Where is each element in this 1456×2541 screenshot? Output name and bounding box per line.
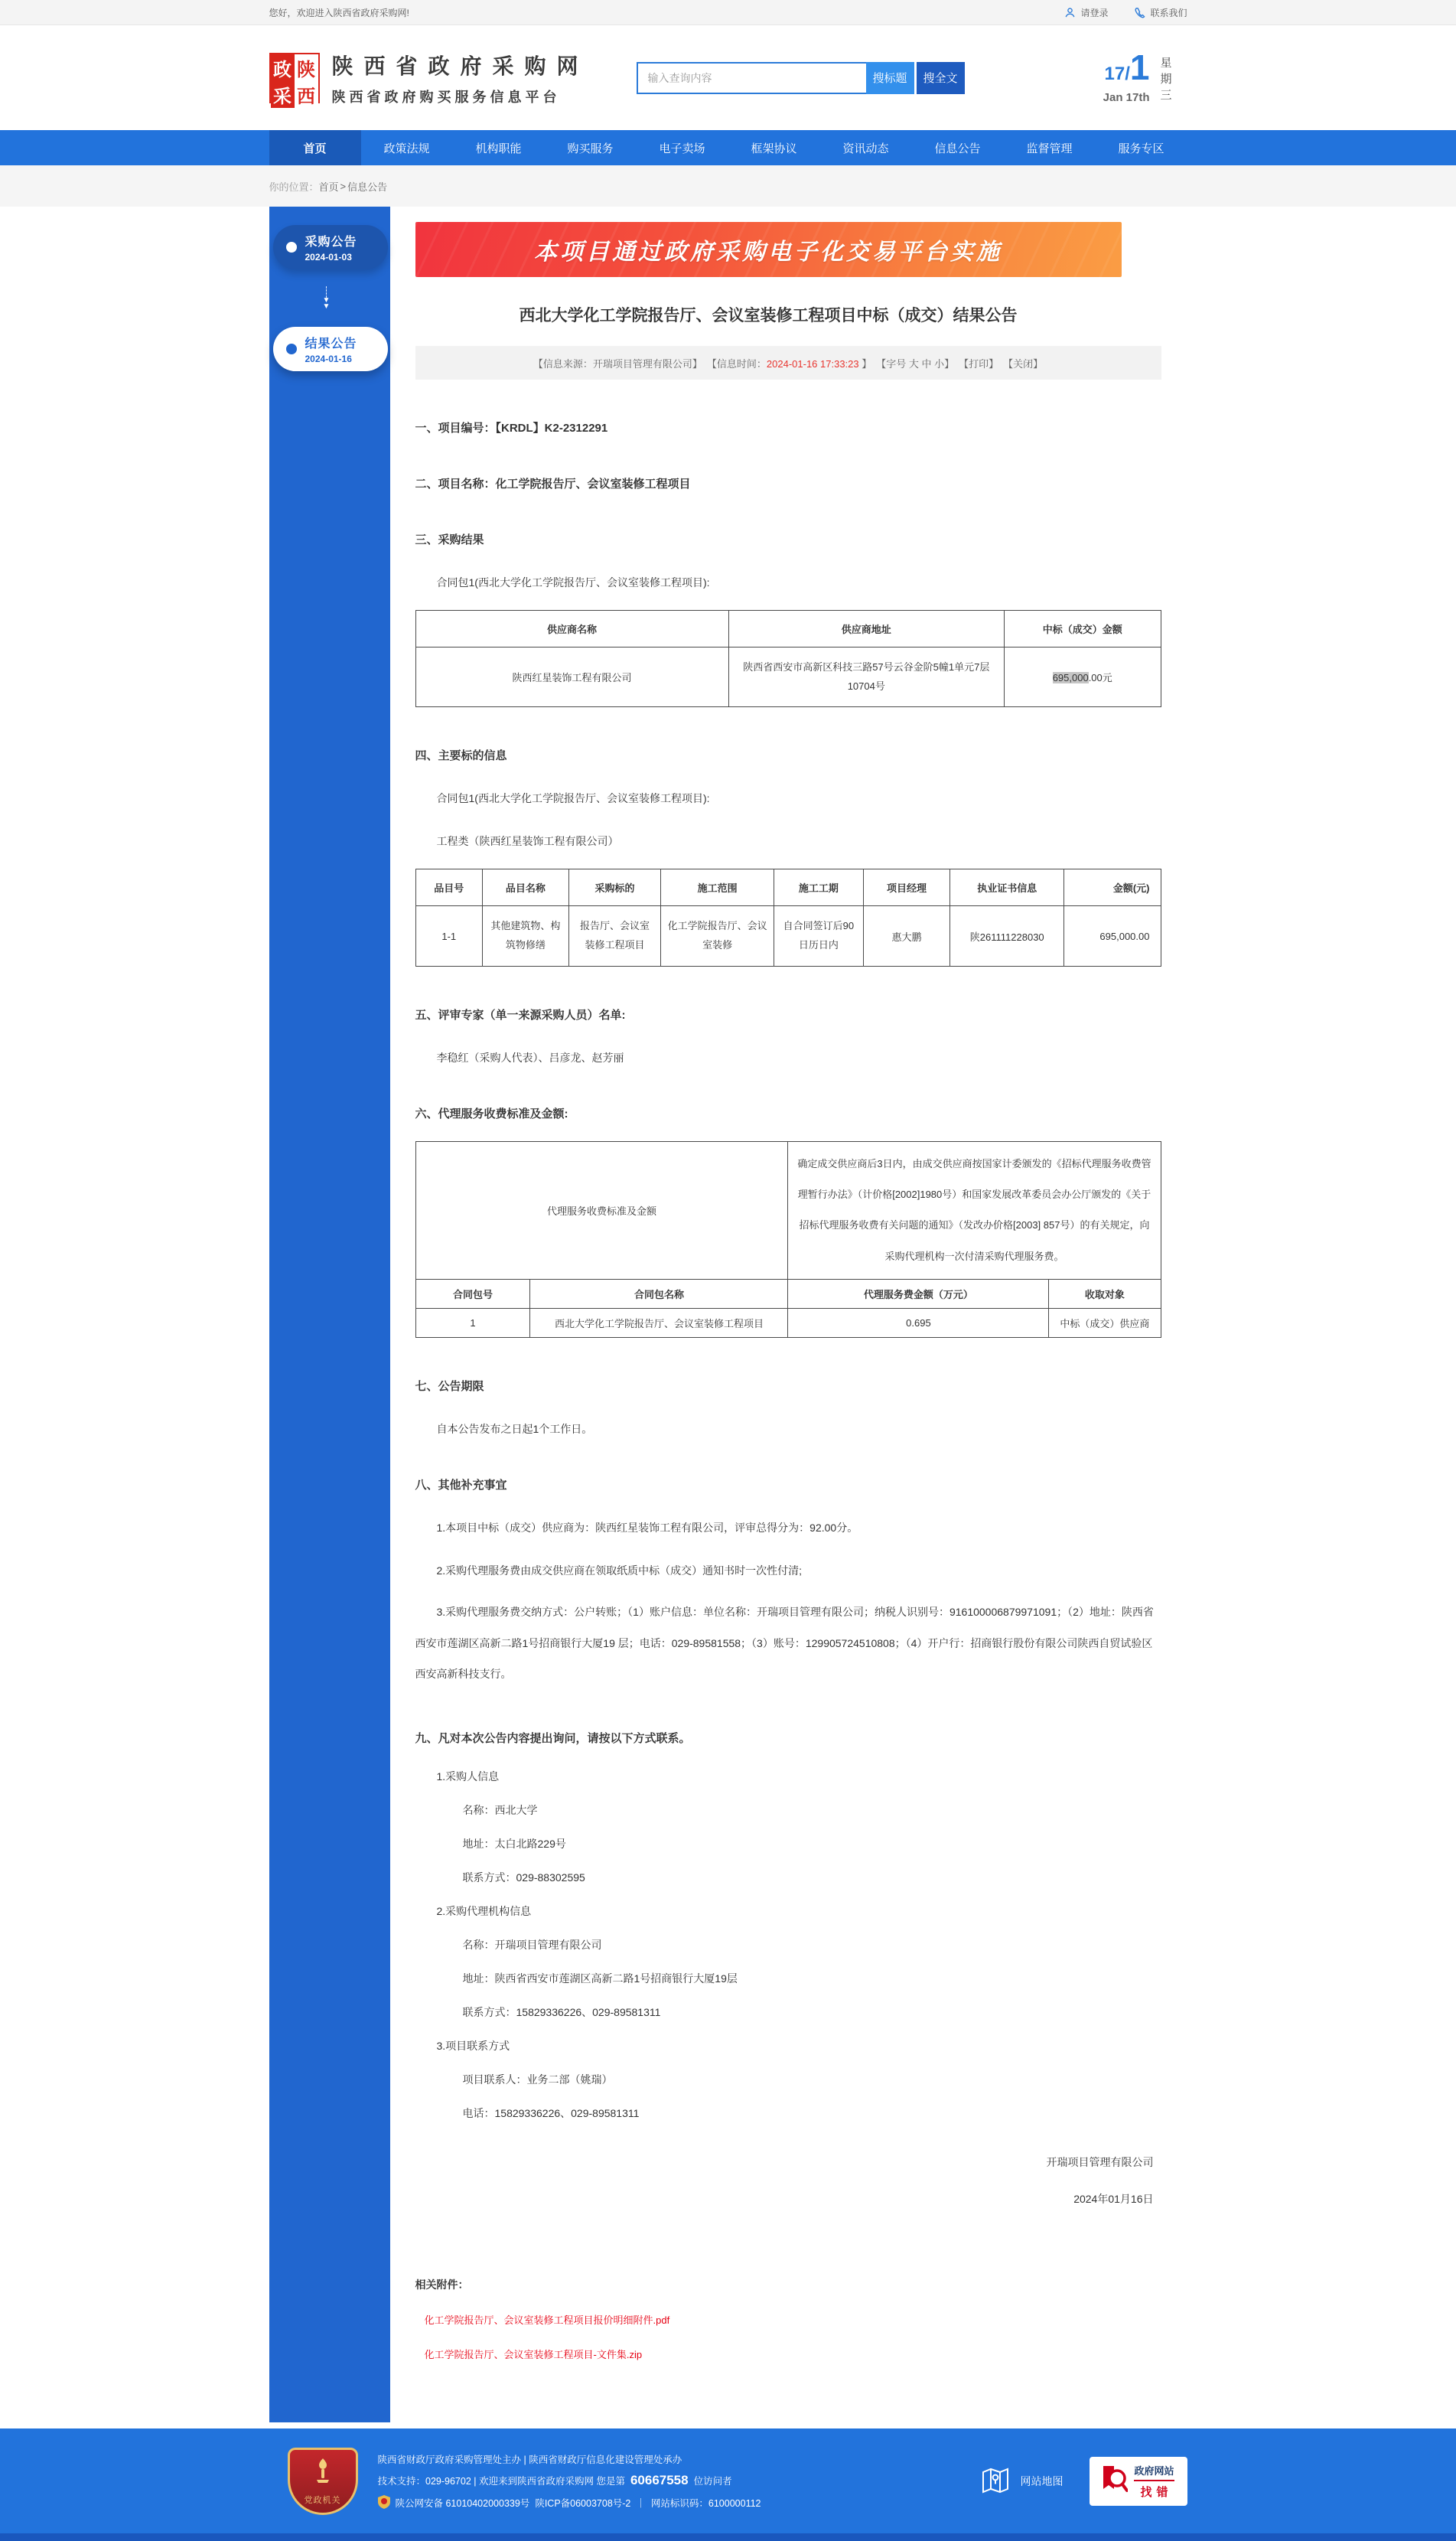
main-nav <box>0 130 1456 165</box>
attachment-zip-link[interactable]: 化工学院报告厅、会议室装修工程项目-文件集.zip <box>424 2348 643 2360</box>
section-8-supplementary: 八、其他补充事宜 <box>415 1478 507 1492</box>
date-widget <box>1103 47 1187 104</box>
meta-time-value: 2024-01-16 17:33:23 <box>766 357 859 370</box>
err-badge-title: 政府网站 <box>1134 2463 1174 2481</box>
contract-package-line: 合同包1(西北大学化工学院报告厅、会议室装修工程项目): <box>436 792 710 805</box>
search-title-button[interactable]: 搜标题 <box>866 62 914 94</box>
section-3-result: 三、采购结果 <box>415 533 484 546</box>
section-2-project-name: 二、项目名称：化工学院报告厅、会议室装修工程项目 <box>415 478 691 491</box>
user-icon <box>1064 7 1076 18</box>
item-name-cell: 其他建筑物、构筑物修缮 <box>482 906 568 966</box>
contact-label: 联系我们 <box>1150 7 1187 18</box>
column-header: 金额(元) <box>1064 869 1161 906</box>
column-header: 采购标的 <box>568 869 661 906</box>
nav-item-functions[interactable]: 机构职能 <box>475 142 522 155</box>
nav-item-supervision[interactable]: 监督管理 <box>1026 142 1073 155</box>
contact-group-title: 3.项目联系方式 <box>436 2039 510 2052</box>
article-meta-bar <box>415 346 1161 380</box>
sidebar-item-date: 2024-01-16 <box>305 354 352 364</box>
section-1-project-number: 一、项目编号：【KRDL】K2-2312291 <box>415 422 608 435</box>
search-box <box>637 62 965 94</box>
column-header: 执业证书信息 <box>950 869 1064 906</box>
meta-time: 【信息时间：2024-01-16 17:33:23 】 <box>706 357 872 370</box>
welcome-text: 您好，欢迎进入陕西省政府采购网! <box>269 7 409 18</box>
print-button[interactable]: 【打印】 <box>959 357 999 370</box>
top-utility-bar <box>0 0 1456 25</box>
column-header: 品目名称 <box>482 869 568 906</box>
subject-detail-table <box>415 869 1161 966</box>
contact-group-title: 1.采购人信息 <box>436 1770 500 1783</box>
expert-names: 李稳红（采购人代表）、吕彦龙、赵芳丽 <box>436 1051 624 1064</box>
site-header <box>0 25 1456 130</box>
date-day: 1 <box>1129 47 1150 87</box>
procurement-subject-cell: 报告厅、会议室装修工程项目 <box>568 906 661 966</box>
sidebar-item-label: 采购公告 <box>305 236 357 249</box>
site-subtitle: 陕西省政府购买服务信息平台 <box>331 89 561 105</box>
timeline-sidebar <box>269 207 390 2422</box>
column-header: 施工工期 <box>774 869 864 906</box>
column-header: 代理服务费金额（万元） <box>788 1279 1049 1308</box>
column-header: 合同包名称 <box>530 1279 788 1308</box>
contact-link[interactable] <box>1134 6 1187 19</box>
breadcrumb-home[interactable]: 首页 <box>318 181 339 193</box>
contact-line: 名称：西北大学 <box>462 1803 538 1816</box>
signature-block <box>415 2154 1161 2207</box>
torch-emblem-icon <box>310 2457 336 2490</box>
contact-group-title: 2.采购代理机构信息 <box>436 1904 532 1917</box>
footer-bottom-strip <box>0 2533 1456 2541</box>
contact-line: 名称：开瑞项目管理有限公司 <box>462 1938 602 1951</box>
column-header: 供应商名称 <box>415 611 728 647</box>
breadcrumb-separator: > <box>340 180 347 192</box>
nav-item-policies[interactable]: 政策法规 <box>383 142 430 155</box>
section-4-subject-info: 四、主要标的信息 <box>415 749 507 763</box>
amount-cell: 695,000.00 <box>1064 906 1161 966</box>
agency-fee-table <box>415 1141 1161 1338</box>
site-title: 陕西省政府采购网 <box>331 54 589 78</box>
nav-item-emarket[interactable]: 电子卖场 <box>659 142 705 155</box>
breadcrumb-strip <box>0 165 1456 207</box>
package-name-cell: 西北大学化工学院报告厅、会议室装修工程项目 <box>530 1308 788 1337</box>
column-header: 品目号 <box>415 869 482 906</box>
search-input[interactable] <box>637 62 866 94</box>
sidebar-item-label: 结果公告 <box>305 338 357 351</box>
section-6-agency-fee: 六、代理服务收费标准及金额: <box>415 1107 568 1120</box>
section-7-notice-period: 七、公告期限 <box>415 1379 484 1393</box>
work-period-cell: 自合同签订后90日历日内 <box>774 906 864 966</box>
visitor-count: 60667558 <box>630 2472 689 2487</box>
footer-separator: ｜ <box>636 2498 646 2510</box>
item-no-cell: 1-1 <box>415 906 482 966</box>
sitemap-link[interactable] <box>979 2464 1063 2499</box>
column-header: 施工范围 <box>661 869 774 906</box>
contact-line: 电话：15829336226、029-89581311 <box>462 2106 640 2119</box>
meta-source: 【信息来源：开瑞项目管理有限公司】 <box>533 357 702 370</box>
supplier-address-cell: 陕西省西安市高新区科技三路57号云谷金阶5幢1单元7层10704号 <box>728 647 1004 707</box>
fee-standard-label-cell: 代理服务收费标准及金额 <box>415 1141 788 1279</box>
column-header: 项目经理 <box>863 869 950 906</box>
highlighted-amount: 695,000 <box>1052 672 1089 684</box>
fee-amount-cell: 0.695 <box>788 1308 1049 1337</box>
column-header: 供应商地址 <box>728 611 1004 647</box>
etrading-platform-banner <box>415 222 1122 277</box>
footer-gap <box>0 2422 1456 2428</box>
page-title: 西北大学化工学院报告厅、会议室装修工程项目中标（成交）结果公告 <box>519 307 1018 325</box>
article-content <box>390 207 1189 2422</box>
signature-company: 开瑞项目管理有限公司 <box>1046 2155 1154 2168</box>
breadcrumb <box>269 165 1187 207</box>
date-english: Jan 17th <box>1103 90 1150 104</box>
timeline-dot <box>286 344 297 354</box>
weekday-label: 星期三 <box>1160 56 1172 102</box>
contact-line: 联系方式：029-88302595 <box>462 1871 585 1884</box>
logo-char: 西 <box>295 81 318 108</box>
icp-filing-link[interactable]: 陕ICP备06003708号-2 <box>535 2498 631 2510</box>
table-row <box>415 906 1161 966</box>
project-manager-cell: 惠大鹏 <box>863 906 950 966</box>
sidebar-item-procurement-notice[interactable] <box>273 225 388 269</box>
column-header: 中标（成交）金额 <box>1004 611 1161 647</box>
police-badge-icon <box>378 2495 390 2511</box>
site-footer <box>0 2428 1456 2533</box>
fee-standard-desc-cell: 确定成交供应商后3日内，由成交供应商按国家计委颁发的《招标代理服务收费管理暂行办法》（计价格[2002]1980号）和国家发展改革委员会办公厅颁发的《关于招标代理服务收费有关问题的通知》（发改办价格[2003] 857号）的有关规定，向采购代理机构一次付清采购代理服务费。 <box>788 1141 1161 1279</box>
certificate-cell: 陕261111228030 <box>950 906 1064 966</box>
package-no-cell: 1 <box>415 1308 530 1337</box>
nav-item-service-zone[interactable]: 服务专区 <box>1118 142 1164 155</box>
banner-text: 本项目通过政府采购电子化交易平台实施 <box>534 240 1002 265</box>
logo-char: 陕 <box>295 54 318 81</box>
close-button[interactable]: 【关闭】 <box>1003 357 1044 370</box>
nav-item-framework[interactable]: 框架协议 <box>751 142 797 155</box>
contact-line: 项目联系人：业务二部（姚瑞） <box>462 2073 613 2086</box>
footer-support-line: 技术支持：029-96702 | 欢迎来到陕西省政府采购网 您是第 <box>377 2475 625 2487</box>
date-month: 17/ <box>1104 63 1130 84</box>
section-9-contact: 九、凡对本次公告内容提出询问，请按以下方式联系。 <box>415 1731 691 1745</box>
category-line: 工程类（陕西红星装饰工程有限公司） <box>436 835 619 848</box>
notice-period-body: 自本公告发布之日起1个工作日。 <box>436 1422 593 1435</box>
party-government-badge-icon <box>288 2448 358 2515</box>
arrow-down-icon: ▼ ▼ <box>269 286 384 310</box>
table-row <box>415 1308 1161 1337</box>
sidebar-item-result-notice[interactable] <box>273 327 388 371</box>
breadcrumb-label: 你的位置： <box>269 181 319 193</box>
err-badge-subtitle: 找错 <box>1140 2486 1173 2500</box>
breadcrumb-current[interactable]: 信息公告 <box>347 181 388 193</box>
supplier-name-cell: 陕西红星装饰工程有限公司 <box>415 647 728 707</box>
work-scope-cell: 化工学院报告厅、会议室装修 <box>661 906 774 966</box>
table-row <box>415 1141 1161 1279</box>
nav-item-announcements[interactable]: 信息公告 <box>934 142 981 155</box>
login-link[interactable] <box>1064 6 1108 19</box>
phone-icon <box>1134 7 1145 18</box>
contact-line: 地址：陕西省西安市莲湖区高新二路1号招商银行大厦19层 <box>462 1972 738 1985</box>
logo-char: 采 <box>271 81 295 108</box>
logo-char: 政 <box>271 54 295 81</box>
column-header: 收取对象 <box>1049 1279 1161 1308</box>
map-icon <box>979 2464 1011 2499</box>
supplementary-item: 2.采购代理服务费由成交供应商在领取纸质中标（成交）通知书时一次性付清; <box>436 1564 803 1577</box>
supplementary-item: 1.本项目中标（成交）供应商为：陕西红星装饰工程有限公司，评审总得分为：92.00分。 <box>436 1521 858 1534</box>
contract-package-line: 合同包1(西北大学化工学院报告厅、会议室装修工程项目): <box>436 576 710 589</box>
nav-item-purchase-service[interactable]: 购买服务 <box>567 142 614 155</box>
font-size-controls[interactable]: 【字号 大 中 小】 <box>876 357 955 370</box>
table-row <box>415 647 1161 707</box>
magnifier-icon <box>1102 2464 1128 2499</box>
award-amount-cell: 695,000.00元 <box>1004 647 1161 707</box>
nav-item-home[interactable]: 首页 <box>269 130 361 165</box>
attachment-pdf-link[interactable]: 化工学院报告厅、会议室装修工程项目报价明细附件.pdf <box>424 2314 670 2326</box>
site-logo[interactable] <box>269 53 320 107</box>
gov-site-error-report-badge[interactable] <box>1090 2457 1187 2506</box>
sidebar-item-date: 2024-01-03 <box>305 252 352 263</box>
timeline-dot <box>286 242 297 253</box>
fee-payer-cell: 中标（成交）供应商 <box>1049 1308 1161 1337</box>
contact-line: 地址：太白北路229号 <box>462 1837 566 1850</box>
supplier-result-table <box>415 610 1161 707</box>
sitemap-label: 网站地图 <box>1020 2475 1063 2488</box>
nav-item-news[interactable]: 资讯动态 <box>842 142 889 155</box>
signature-date: 2024年01月16日 <box>1073 2192 1154 2205</box>
footer-support-line-suffix: 位访问者 <box>693 2475 732 2487</box>
site-code: 网站标识码：6100000112 <box>650 2498 761 2510</box>
attachments <box>415 2277 1161 2361</box>
section-5-experts: 五、评审专家（单一来源采购人员）名单: <box>415 1008 626 1022</box>
footer-organizer-line: 陕西省财政厅政府采购管理处主办 | 陕西省财政厅信息化建设管理处承办 <box>377 2454 682 2465</box>
attachments-label: 相关附件： <box>415 2278 469 2291</box>
badge-label: 党政机关 <box>304 2496 341 2506</box>
contact-line: 联系方式：15829336226、029-89581311 <box>462 2005 661 2018</box>
login-label: 请登录 <box>1080 7 1109 18</box>
search-fulltext-button[interactable]: 搜全文 <box>917 62 965 94</box>
column-header: 合同包号 <box>415 1279 530 1308</box>
supplementary-item: 3.采购代理服务费交纳方式：公户转账；（1）账户信息：单位名称：开瑞项目管理有限公司；纳税人识别号：916100006879971091；（2）地址：陕西省西安市莲湖区高新二路1号招商银行大厦19 层；电话：029-89581558；（3）账号：129905724510808；（4）开户行：招商银行股份有限公司陕西自贸试验区西安高新科技支行。 <box>415 1605 1154 1681</box>
public-security-filing-link[interactable]: 陕公网安备 61010402000339号 <box>395 2498 530 2510</box>
